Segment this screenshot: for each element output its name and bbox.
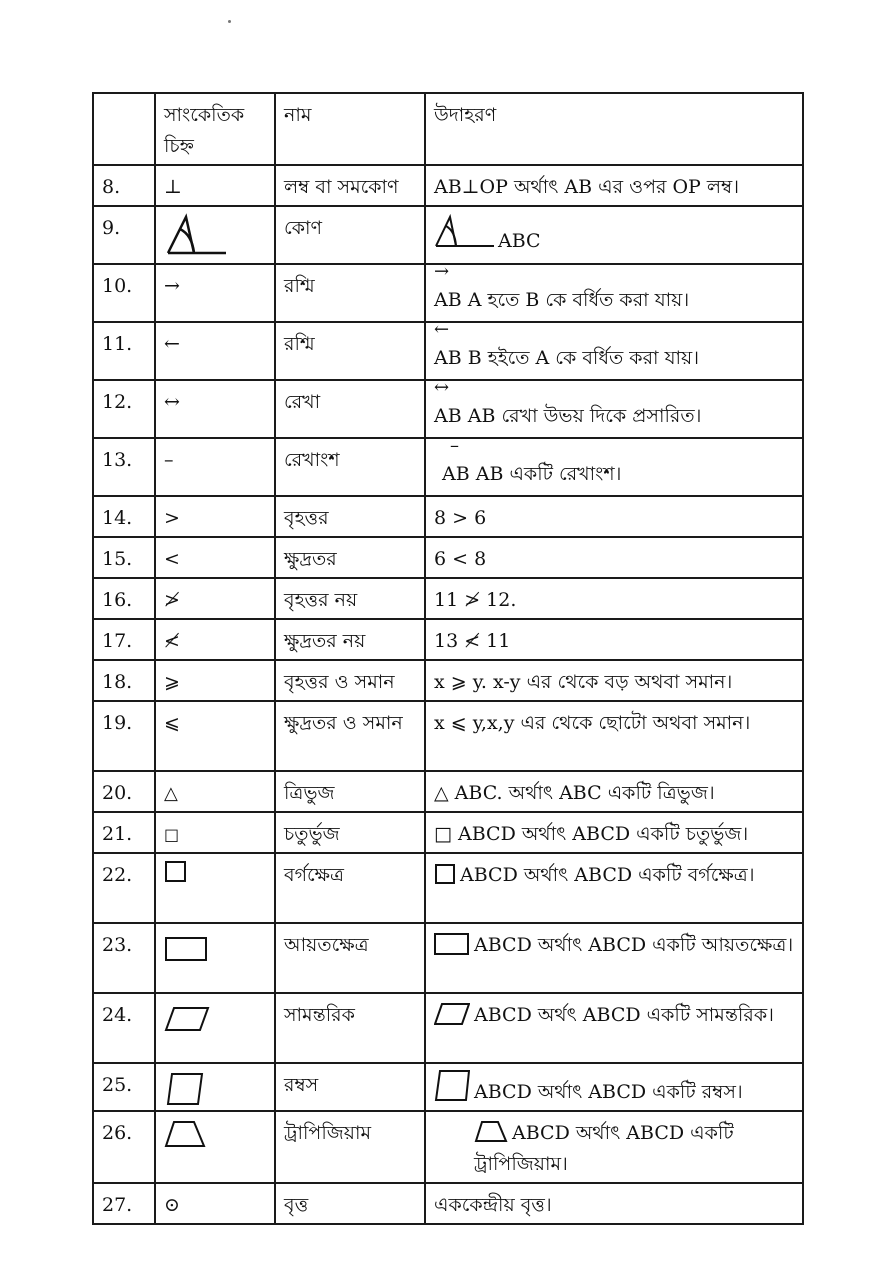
row-name: রশ্মি <box>275 264 425 322</box>
greater-equal-symbol: ⩾ <box>155 660 275 701</box>
ray-base: AB <box>434 347 462 369</box>
table-row <box>93 1111 803 1183</box>
table-row <box>93 322 803 380</box>
square-icon <box>155 853 275 923</box>
row-number: 22. <box>93 853 155 923</box>
angle-icon <box>155 206 275 264</box>
header-number <box>93 93 155 165</box>
header-name: নাম <box>275 93 425 165</box>
line-notation: ↔ <box>434 380 450 398</box>
row-name: রশ্মি <box>275 322 425 380</box>
row-name: কোণ <box>275 206 425 264</box>
row-name: ট্রাপিজিয়াম <box>275 1111 425 1183</box>
row-example: AB⊥OP অর্থাৎ AB এর ওপর OP লম্ব। <box>425 165 803 206</box>
row-number: 21. <box>93 812 155 853</box>
row-name: রেখা <box>275 380 425 438</box>
row-number: 12. <box>93 380 155 438</box>
row-number: 25. <box>93 1063 155 1111</box>
quadrilateral-symbol: □ <box>155 812 275 853</box>
header-symbol: সাংকেতিক চিহ্ন <box>155 93 275 165</box>
row-example: △ ABC. অর্থাৎ ABC একটি ত্রিভুজ। <box>425 771 803 812</box>
square-example-text: ABCD অর্থাৎ ABCD একটি বর্গক্ষেত্র। <box>460 864 755 886</box>
row-example <box>425 380 803 438</box>
row-number: 26. <box>93 1111 155 1183</box>
row-example: x ⩾ y. x-y এর থেকে বড় অথবা সমান। <box>425 660 803 701</box>
ray-example-text: B হইতে A কে বর্ধিত করা যায়। <box>461 347 700 369</box>
row-number: 10. <box>93 264 155 322</box>
row-name: ক্ষুদ্রতর <box>275 537 425 578</box>
row-number: 8. <box>93 165 155 206</box>
table-row <box>93 771 803 812</box>
trapezium-icon <box>474 1121 508 1143</box>
less-than-symbol: < <box>155 537 275 578</box>
row-example: 6 < 8 <box>425 537 803 578</box>
rectangle-icon <box>155 923 275 993</box>
row-name: বৃহত্তর নয় <box>275 578 425 619</box>
less-equal-symbol: ⩽ <box>155 701 275 771</box>
row-example <box>425 438 803 496</box>
rhombus-example-text: ABCD অর্থাৎ ABCD একটি রম্বস। <box>474 1081 743 1103</box>
rhombus-icon <box>155 1063 275 1111</box>
table-row <box>93 206 803 264</box>
table-header-row <box>93 93 803 165</box>
triangle-symbol: △ <box>155 771 275 812</box>
angle-example-text: ABC <box>498 230 541 252</box>
segment-base: AB <box>442 463 470 485</box>
row-number: 14. <box>93 496 155 537</box>
row-name: বৃহত্তর <box>275 496 425 537</box>
rectangle-example-text: ABCD অর্থাৎ ABCD একটি আয়তক্ষেত্র। <box>474 934 794 956</box>
row-example <box>425 264 803 322</box>
table-row <box>93 853 803 923</box>
table-row <box>93 264 803 322</box>
row-number: 16. <box>93 578 155 619</box>
row-example <box>425 853 803 923</box>
ray-notation: → <box>434 264 450 282</box>
segment-notation: – <box>450 438 459 456</box>
table-row <box>93 496 803 537</box>
rectangle-icon <box>434 933 470 955</box>
row-example: 11 ≯ 12. <box>425 578 803 619</box>
row-name: ত্রিভুজ <box>275 771 425 812</box>
ray-base: AB <box>434 289 462 311</box>
table-row <box>93 1063 803 1111</box>
ray-notation: ← <box>434 322 450 340</box>
row-name: বর্গক্ষেত্র <box>275 853 425 923</box>
row-number: 18. <box>93 660 155 701</box>
table-row <box>93 537 803 578</box>
segment-example-text: AB একটি রেখাংশ। <box>469 463 622 485</box>
row-name: চতুর্ভুজ <box>275 812 425 853</box>
ray-example-text: A হতে B কে বর্ধিত করা যায়। <box>461 289 690 311</box>
row-number: 24. <box>93 993 155 1063</box>
not-greater-symbol: ≯ <box>155 578 275 619</box>
double-arrow-symbol: ↔ <box>155 380 275 438</box>
row-number: 19. <box>93 701 155 771</box>
table-row <box>93 812 803 853</box>
row-number: 27. <box>93 1183 155 1224</box>
table-row <box>93 1183 803 1224</box>
table-row <box>93 993 803 1063</box>
scan-dot <box>228 20 231 23</box>
row-number: 17. <box>93 619 155 660</box>
row-number: 20. <box>93 771 155 812</box>
circle-dot-symbol: ⊙ <box>155 1183 275 1224</box>
row-example <box>425 993 803 1063</box>
parallelogram-icon <box>434 1003 470 1025</box>
row-name: সামন্তরিক <box>275 993 425 1063</box>
row-example <box>425 322 803 380</box>
table-row <box>93 438 803 496</box>
header-example: উদাহরণ <box>425 93 803 165</box>
table-row <box>93 165 803 206</box>
row-name: লম্ব বা সমকোণ <box>275 165 425 206</box>
table-row <box>93 923 803 993</box>
left-arrow-symbol: ← <box>155 322 275 380</box>
row-number: 11. <box>93 322 155 380</box>
row-example <box>425 1063 803 1111</box>
segment-symbol: – <box>155 438 275 496</box>
row-number: 23. <box>93 923 155 993</box>
row-name: ক্ষুদ্রতর নয় <box>275 619 425 660</box>
greater-than-symbol: > <box>155 496 275 537</box>
table-row <box>93 619 803 660</box>
not-less-symbol: ≮ <box>155 619 275 660</box>
row-example <box>425 923 803 993</box>
row-example <box>425 206 803 264</box>
row-example: 13 ≮ 11 <box>425 619 803 660</box>
parallelogram-example-text: ABCD অর্থৎ ABCD একটি সামন্তরিক। <box>474 1004 774 1026</box>
row-number: 15. <box>93 537 155 578</box>
table-row <box>93 660 803 701</box>
row-name: রম্বস <box>275 1063 425 1111</box>
perpendicular-symbol: ⊥ <box>155 165 275 206</box>
row-example <box>425 1111 803 1183</box>
row-name: বৃত্ত <box>275 1183 425 1224</box>
table-row <box>93 380 803 438</box>
row-name: আয়তক্ষেত্র <box>275 923 425 993</box>
right-arrow-symbol: → <box>155 264 275 322</box>
row-number: 9. <box>93 206 155 264</box>
table-row <box>93 701 803 771</box>
row-example: x ⩽ y,x,y এর থেকে ছোটো অথবা সমান। <box>425 701 803 771</box>
parallelogram-icon <box>155 993 275 1063</box>
row-name: রেখাংশ <box>275 438 425 496</box>
row-example: এককেন্দ্রীয় বৃত্ত। <box>425 1183 803 1224</box>
row-example: □ ABCD অর্থাৎ ABCD একটি চতুর্ভুজ। <box>425 812 803 853</box>
row-name: বৃহত্তর ও সমান <box>275 660 425 701</box>
row-number: 13. <box>93 438 155 496</box>
table-row <box>93 578 803 619</box>
line-base: AB <box>434 405 462 427</box>
square-icon <box>434 863 456 885</box>
row-name: ক্ষুদ্রতর ও সমান <box>275 701 425 771</box>
math-symbols-table <box>92 92 804 1225</box>
trapezium-icon <box>155 1111 275 1183</box>
row-example: 8 > 6 <box>425 496 803 537</box>
angle-icon <box>434 213 496 249</box>
line-example-text: AB রেখা উভয় দিকে প্রসারিত। <box>461 405 702 427</box>
rhombus-icon <box>434 1070 470 1102</box>
trapezium-example-text: ABCD অর্থাৎ ABCD একটি ট্রাপিজিয়াম। <box>474 1122 734 1175</box>
